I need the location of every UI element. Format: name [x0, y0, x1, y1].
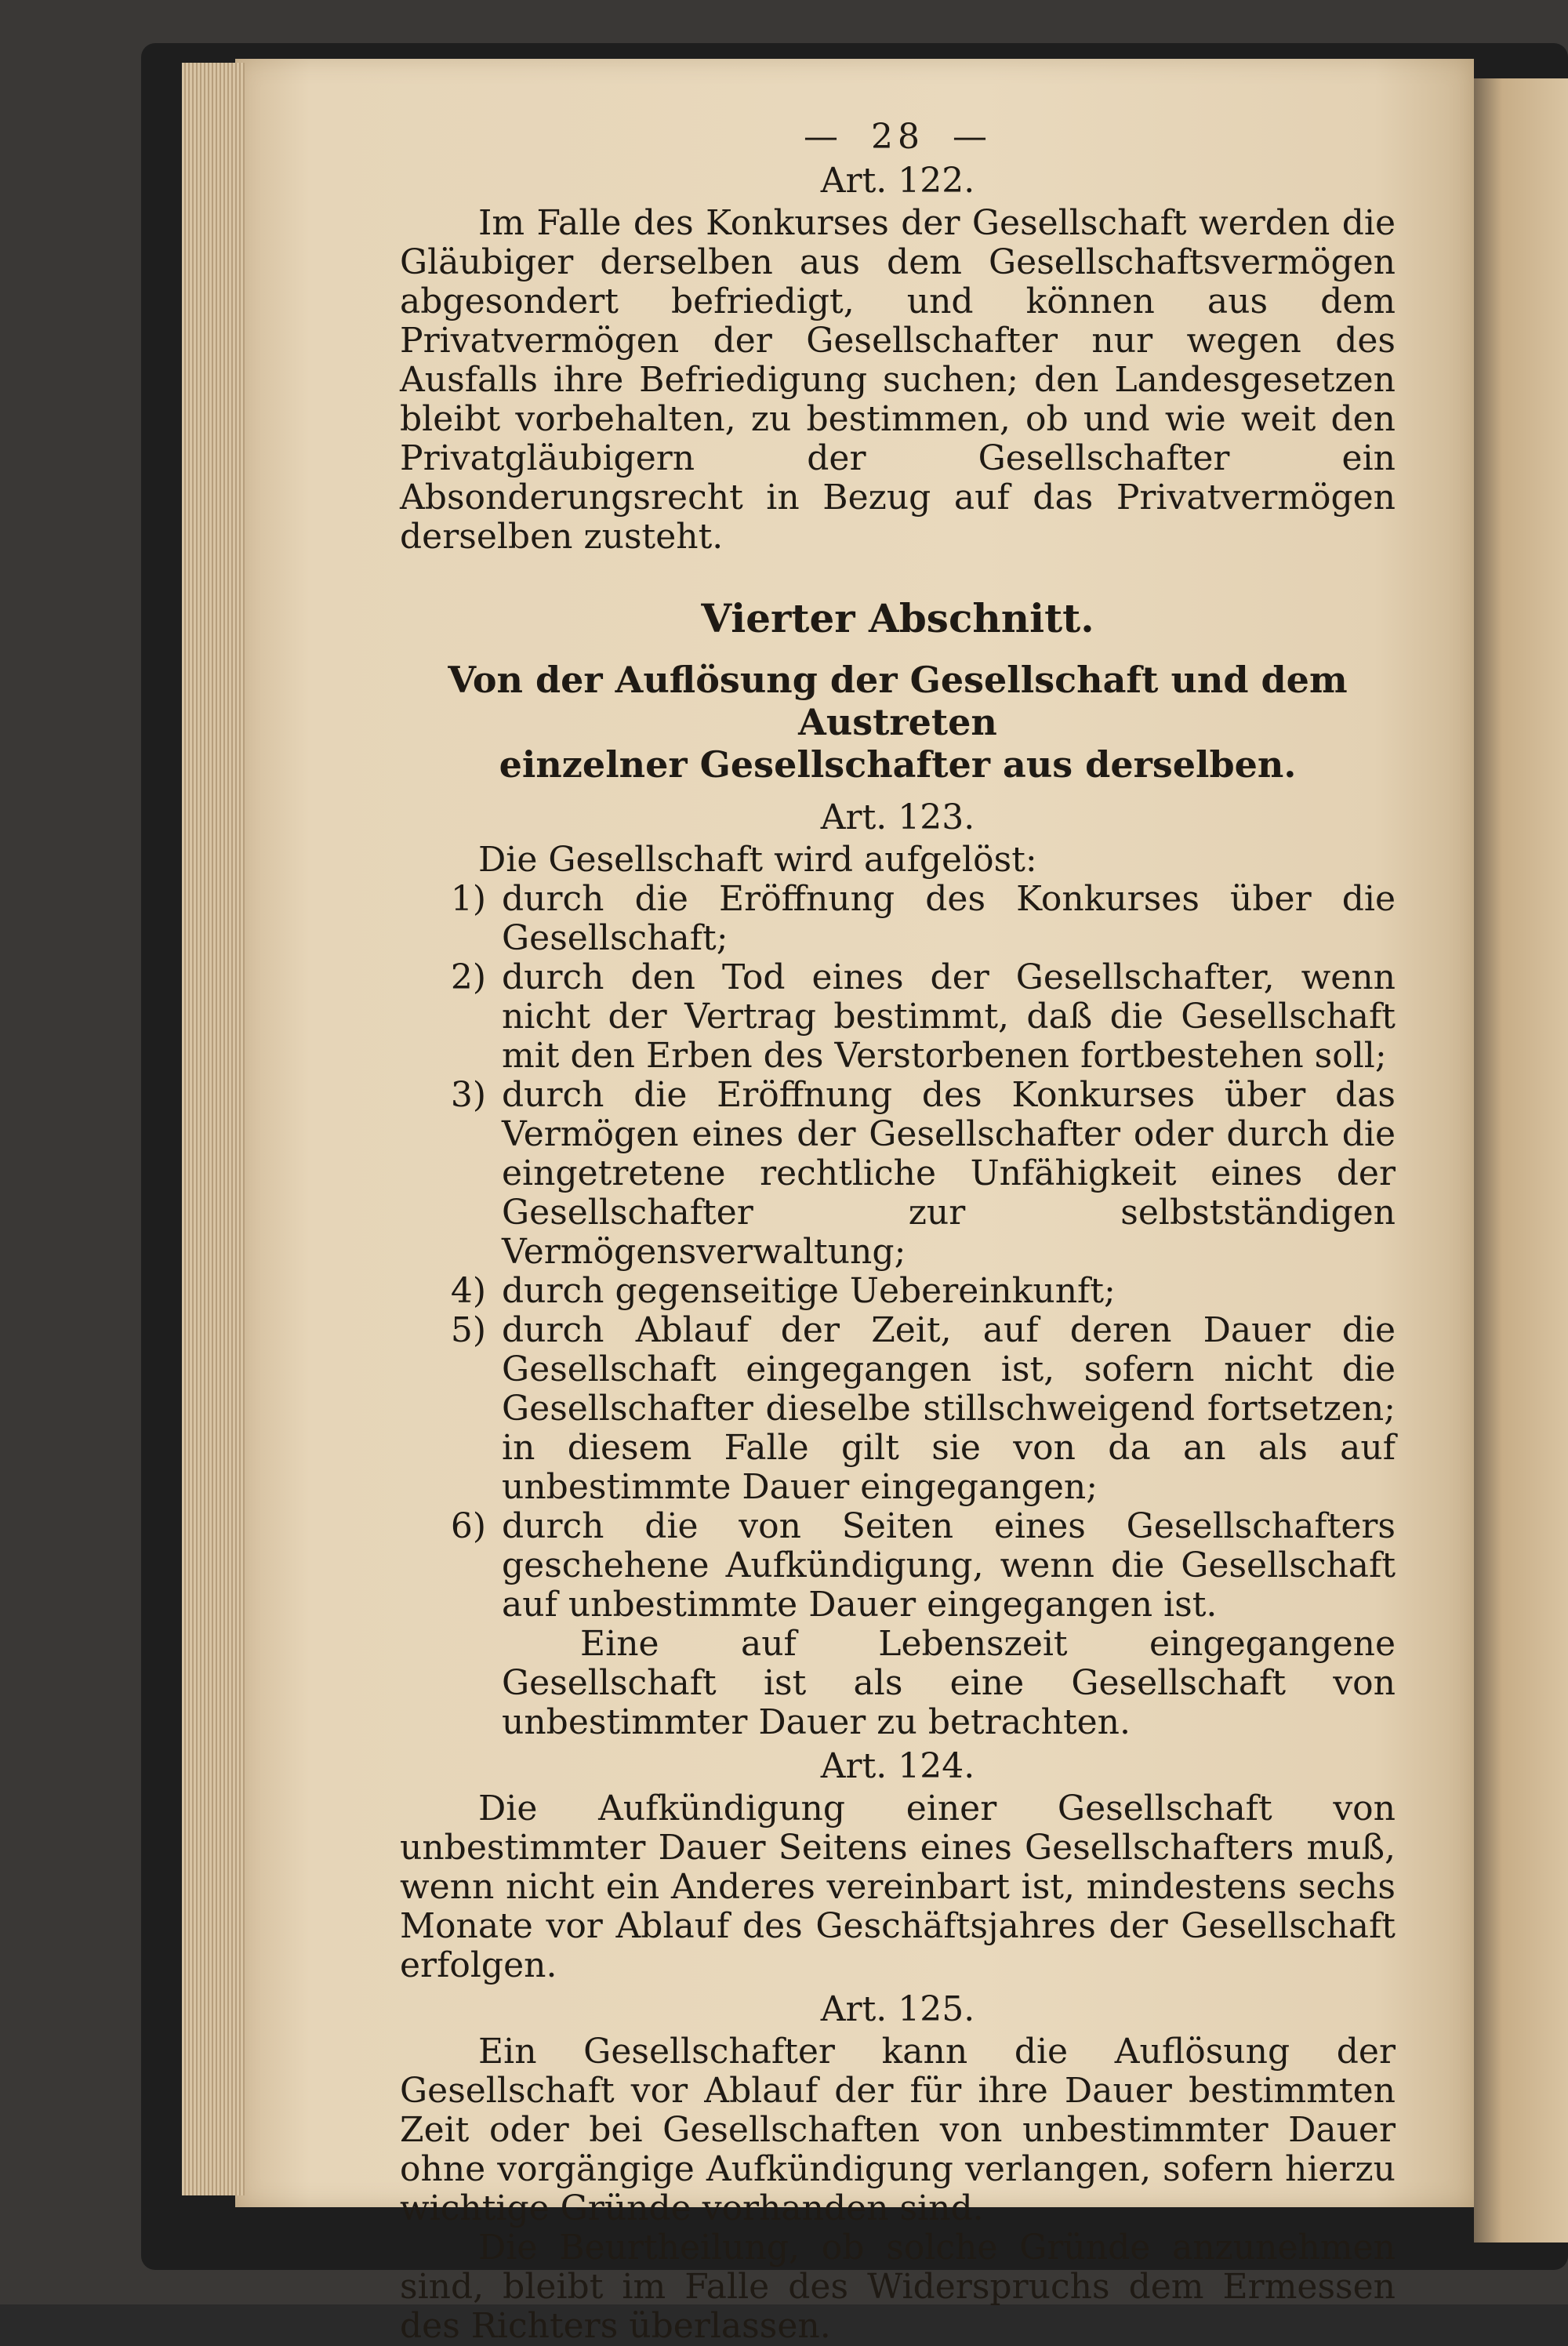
article-123-intro: Die Gesellschaft wird aufgelöst:: [478, 840, 1037, 880]
article-123-closing: Eine auf Lebenszeit eingegangene Gesellschaft ist als eine Gesellschaft von unbestimmter Dauer zu betrachten.: [502, 1624, 1396, 1742]
page-number-line: — 28 —: [804, 117, 992, 157]
article-122-text: Im Falle des Konkurses der Gesellschaft werden die Gläubiger derselben aus dem Gesellschaftsvermögen abgesondert befriedigt, und können aus dem Privatvermögen der Gesellschafter nur wegen des Ausfalls ihre Befriedigung suchen; den Landesgesetzen bleibt vorbehalten, zu bestimmen, ob und wie weit den Privatgläubigern der Gesellschafter ein Absonderungsrecht in Bezug auf das Privatvermögen derselben zusteht.: [400, 203, 1396, 557]
page-number: 28: [871, 117, 924, 157]
section-subtitle: Von der Auflösung der Gesellschaft und dem Austreten einzelner Gesellschafter aus derselben.: [448, 659, 1348, 786]
list-item: 3) durch die Eröffnung des Konkurses über das Vermögen eines der Gesellschafter oder durch die eingetretene rechtliche Unfähigkeit eines der Gesellschafter zur selbstständigen Vermögensverwaltung;: [450, 1075, 1396, 1272]
list-item: 2) durch den Tod eines der Gesellschafter, wenn nicht der Vertrag bestimmt, daß die Gesellschaft mit den Erben des Verstorbenen fortbestehen soll;: [450, 957, 1396, 1076]
list-item: 6) durch die von Seiten eines Gesellschafters geschehene Aufkündigung, wenn die Gesellschaft auf unbestimmte Dauer eingegangen ist.: [450, 1506, 1396, 1625]
article-122-heading: Art. 122.: [820, 161, 975, 201]
facing-page-edge: [1474, 78, 1568, 2242]
article-123-heading: Art. 123.: [820, 797, 975, 837]
article-124-text: Die Aufkündigung einer Gesellschaft von unbestimmter Dauer Seitens eines Gesellschafters muß, wenn nicht ein Anderes vereinbart ist, mindestens sechs Monate vor Ablauf des Geschäftsjahres der Gesellschaft erfolgen.: [400, 1789, 1396, 1985]
list-item: 5) durch Ablauf der Zeit, auf deren Dauer die Gesellschaft eingegangen ist, sofern nicht die Gesellschafter dieselbe stillschweigend fortsetzen; in diesem Falle gilt sie von da an als auf unbestimmte Dauer eingegangen;: [450, 1310, 1396, 1507]
page-edges: [182, 63, 245, 2195]
list-item: 1) durch die Eröffnung des Konkurses über die Gesellschaft;: [450, 879, 1396, 958]
article-125-text-2: Die Beurtheilung, ob solche Gründe anzunehmen sind, bleibt im Falle des Widerspruchs dem Ermessen des Richters überlassen.: [400, 2228, 1396, 2346]
article-125-heading: Art. 125.: [820, 1989, 975, 2029]
page-text: [400, 118, 1396, 2346]
list-item: 4) durch gegenseitige Uebereinkunft;: [450, 1271, 1116, 1311]
article-124-heading: Art. 124.: [820, 1746, 975, 1786]
article-125-text-1: Ein Gesellschafter kann die Auflösung der Gesellschaft vor Ablauf der für ihre Dauer bestimmten Zeit oder bei Gesellschaften von unbestimmter Dauer ohne vorgängige Aufkündigung verlangen, sofern hierzu wichtige Gründe vorhanden sind.: [400, 2032, 1396, 2228]
section-title: Vierter Abschnitt.: [701, 595, 1094, 641]
